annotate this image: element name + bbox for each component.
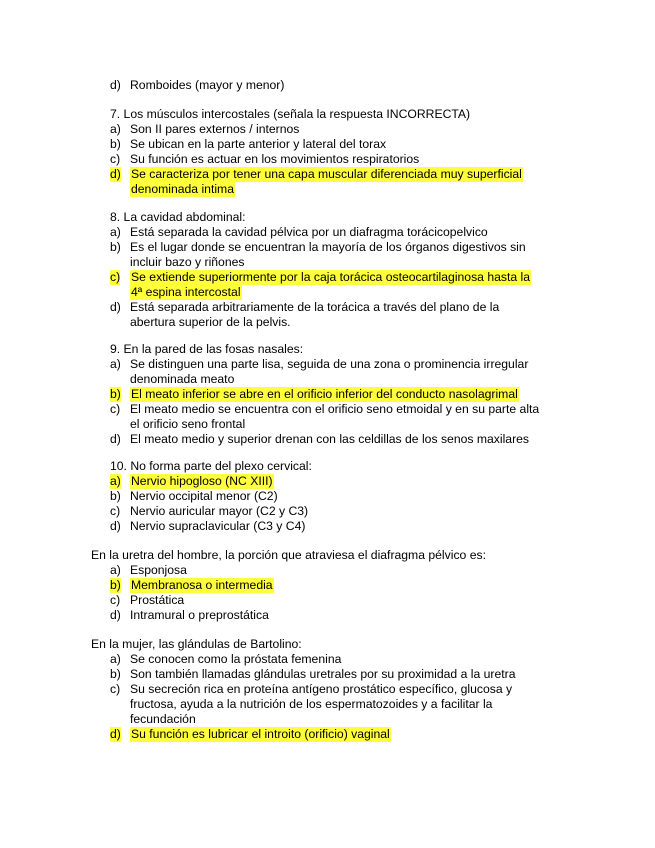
- question-12: [91, 637, 611, 652]
- option-text: Membranosa o intermedia: [131, 578, 273, 592]
- option-text: Nervio auricular mayor (C2 y C3): [130, 504, 309, 518]
- option-text: El meato medio y superior drenan con las celdillas de los senos maxilares: [130, 432, 529, 446]
- option-b-highlighted: [110, 578, 610, 593]
- option-d: [110, 432, 610, 447]
- option-text: Se distinguen una parte lisa, seguida de una zona o prominencia irregular: [130, 357, 529, 371]
- option-text: Su función es actuar en los movimientos respiratorios: [130, 152, 420, 166]
- question-8: [110, 210, 610, 330]
- option-marker: b): [110, 387, 121, 401]
- option-d: [110, 519, 610, 534]
- option-text: incluir bazo y riñones: [130, 255, 245, 269]
- option-c: [110, 402, 610, 417]
- option-marker: b): [110, 240, 121, 254]
- option-c-continuation: [110, 417, 610, 432]
- option-d-highlighted: [110, 167, 610, 182]
- option-text: abertura superior de la pelvis.: [130, 315, 291, 329]
- option-marker: c): [110, 593, 121, 607]
- option-d-continuation: [110, 315, 610, 330]
- option-text: Esponjosa: [130, 563, 187, 577]
- option-marker: a): [110, 122, 121, 136]
- question-text: [110, 107, 610, 122]
- option-b: [110, 240, 610, 255]
- option-a: [110, 357, 610, 372]
- option-d: [110, 608, 610, 623]
- option-marker: b): [110, 137, 121, 151]
- option-b: [110, 489, 610, 504]
- option-c: [110, 504, 610, 519]
- option-marker: a): [110, 225, 121, 239]
- question-text: [91, 637, 611, 652]
- option-a: [110, 563, 610, 578]
- option-text: fecundación: [130, 712, 196, 726]
- option-text: El meato medio se encuentra con el orificio seno etmoidal y en su parte alta: [130, 402, 540, 416]
- option-a-continuation: [110, 372, 610, 387]
- option-marker: a): [110, 474, 121, 488]
- option-text: Está separada arbitrariamente de la torácica a través del plano de la: [130, 300, 500, 314]
- option-b: [110, 137, 610, 152]
- option-text: Prostática: [130, 593, 185, 607]
- question-7: [110, 107, 610, 197]
- option-c-continuation: [110, 712, 610, 727]
- option-marker: b): [110, 667, 121, 681]
- option-a: [110, 122, 610, 137]
- question-label: 8. La cavidad abdominal:: [110, 210, 246, 224]
- option-text: Su función es lubricar el introito (orificio) vaginal: [131, 727, 390, 741]
- option-text: Se extiende superiormente por la caja torácica osteocartilaginosa hasta la: [131, 270, 531, 284]
- option-marker: a): [110, 652, 121, 666]
- option-text: Se ubican en la parte anterior y lateral del torax: [130, 137, 387, 151]
- option-marker: b): [110, 489, 121, 503]
- option-c: [110, 152, 610, 167]
- option-text: fructosa, ayuda a la nutrición de los espermatozoides y a facilitar la: [130, 697, 493, 711]
- option-marker: d): [110, 608, 121, 622]
- question-text: [91, 548, 611, 563]
- option-d-highlighted: [110, 727, 610, 742]
- option-marker: d): [110, 432, 121, 446]
- option-text: Son también llamadas glándulas uretrales por su proximidad a la uretra: [130, 667, 516, 681]
- question-label: En la uretra del hombre, la porción que atraviesa el diafragma pélvico es:: [91, 548, 486, 562]
- option-marker: b): [110, 578, 121, 592]
- option-c-continuation: [110, 697, 610, 712]
- question-label: 9. En la pared de las fosas nasales:: [110, 342, 304, 356]
- option-text: Se conocen como la próstata femenina: [130, 652, 342, 666]
- option-text: el orificio seno frontal: [130, 417, 246, 431]
- option-text: Nervio supraclavicular (C3 y C4): [130, 519, 306, 533]
- option-text: Nervio hipogloso (NC XIII): [131, 474, 273, 488]
- question-label: 7. Los músculos intercostales (señala la respuesta INCORRECTA): [110, 107, 471, 121]
- option-d: [110, 300, 610, 315]
- option-marker: c): [110, 152, 121, 166]
- option-marker: c): [110, 402, 121, 416]
- option-c: [110, 682, 610, 697]
- option-text: 4ª espina intercostal: [131, 285, 241, 299]
- question-12-options: [110, 652, 610, 742]
- option-text: Su secreción rica en proteína antígeno prostático específico, glucosa y: [130, 682, 513, 696]
- option-b: [110, 667, 610, 682]
- option-marker: d): [110, 727, 121, 741]
- option-marker: d): [110, 300, 121, 314]
- option-marker: a): [110, 357, 121, 371]
- option-text: denominada meato: [130, 372, 235, 386]
- option-marker: a): [110, 563, 121, 577]
- question-label: 10. No forma parte del plexo cervical:: [110, 459, 312, 473]
- option-text: Se caracteriza por tener una capa muscular diferenciada muy superficial: [131, 167, 522, 181]
- option-text: Son II pares externos / internos: [130, 122, 300, 136]
- option-a-highlighted: [110, 474, 610, 489]
- option-text: El meato inferior se abre en el orificio inferior del conducto nasolagrimal: [131, 387, 518, 401]
- question-label: En la mujer, las glándulas de Bartolino:: [91, 637, 302, 651]
- question-11: [91, 548, 611, 563]
- question-9: [110, 342, 610, 447]
- option-text: Es el lugar donde se encuentran la mayoría de los órganos digestivos sin: [130, 240, 526, 254]
- option-c: [110, 593, 610, 608]
- option-b-highlighted: [110, 387, 610, 402]
- option-text: Romboides (mayor y menor): [130, 78, 285, 92]
- question-text: [110, 342, 610, 357]
- option-marker: c): [110, 270, 121, 284]
- option-marker: d): [110, 167, 121, 181]
- option-marker: c): [110, 682, 121, 696]
- option-text: Intramural o preprostática: [130, 608, 269, 622]
- question-text: [110, 459, 610, 474]
- option-marker: d): [110, 519, 121, 533]
- question-6-tail: [110, 78, 610, 93]
- option-c-continuation: [110, 285, 610, 300]
- option-c-highlighted: [110, 270, 610, 285]
- option-marker: d): [110, 78, 121, 92]
- option-a: [110, 652, 610, 667]
- option-a: [110, 225, 610, 240]
- option-marker: c): [110, 504, 121, 518]
- option-d-continuation: [110, 182, 610, 197]
- question-11-options: [110, 563, 610, 623]
- option-text: Está separada la cavidad pélvica por un diafragma torácicopelvico: [130, 225, 488, 239]
- option-text: denominada intima: [131, 182, 234, 196]
- option-b-continuation: [110, 255, 610, 270]
- question-10: [110, 459, 610, 534]
- question-text: [110, 210, 610, 225]
- option-d: [110, 78, 610, 93]
- option-text: Nervio occipital menor (C2): [130, 489, 278, 503]
